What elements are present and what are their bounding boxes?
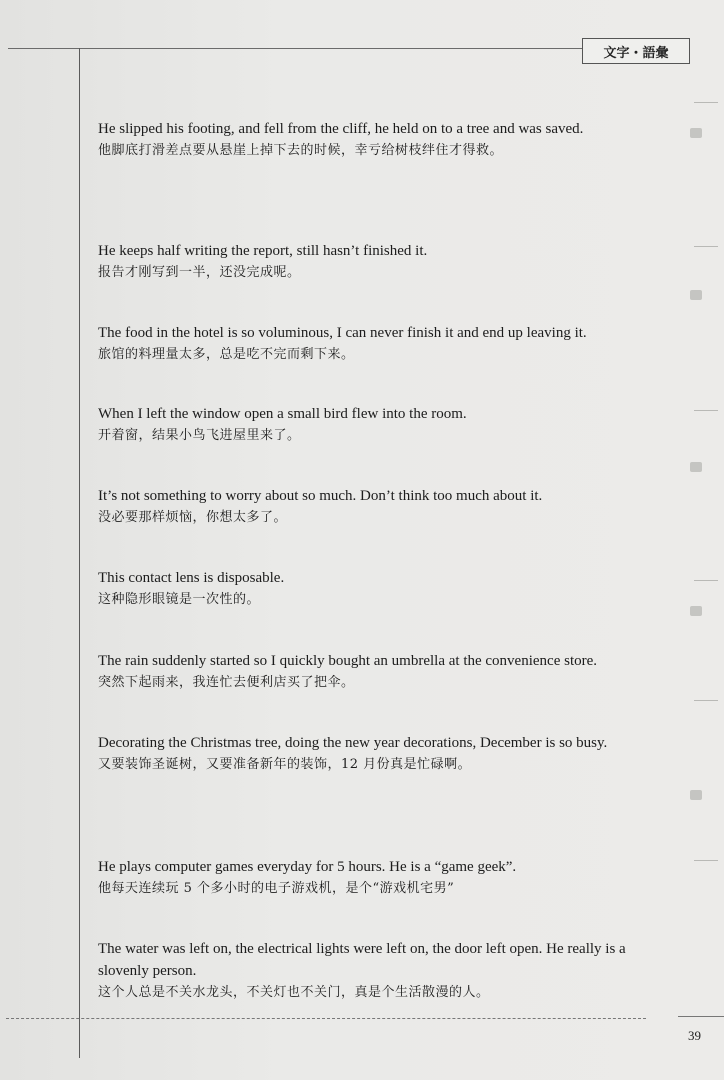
chinese-translation: 旅馆的料理量太多，总是吃不完而剩下来。 xyxy=(98,347,355,362)
section-tab: 文字・語彙 xyxy=(582,38,690,64)
edge-mark xyxy=(690,606,702,616)
edge-mark xyxy=(690,462,702,472)
sentence-entry xyxy=(98,485,638,529)
edge-mark xyxy=(694,860,718,861)
edge-mark xyxy=(694,410,718,411)
chinese-translation: 他脚底打滑差点要从悬崖上掉下去的时候，幸亏给树枝绊住才得救。 xyxy=(98,143,504,158)
chinese-translation: 又要装饰圣诞树，又要准备新年的装饰，12 月份真是忙碌啊。 xyxy=(98,757,472,772)
sentence-entry xyxy=(98,403,638,447)
english-sentence: Decorating the Christmas tree, doing the new year decorations, December is so busy. xyxy=(98,735,608,751)
footer-dashed-rule xyxy=(6,1018,646,1019)
sentence-entry xyxy=(98,118,638,162)
header-rule xyxy=(8,48,584,49)
english-sentence: This contact lens is disposable. xyxy=(98,570,285,586)
page-number: 39 xyxy=(688,1028,701,1043)
sentence-entry xyxy=(98,322,638,366)
chinese-translation: 开着窗，结果小鸟飞进屋里来了。 xyxy=(98,428,301,443)
edge-mark xyxy=(690,290,702,300)
english-sentence: He keeps half writing the report, still hasn’t finished it. xyxy=(98,243,428,259)
edge-mark xyxy=(690,128,702,138)
edge-mark xyxy=(694,580,718,581)
sentence-entry xyxy=(98,567,638,611)
english-sentence: It’s not something to worry about so much. Don’t think too much about it. xyxy=(98,488,543,504)
footer-rule xyxy=(678,1016,724,1017)
edge-mark xyxy=(690,790,702,800)
chinese-translation: 没必要那样烦恼，你想太多了。 xyxy=(98,510,288,525)
sentence-entry xyxy=(98,650,638,694)
edge-mark xyxy=(694,246,718,247)
sentence-entry xyxy=(98,938,638,1004)
english-sentence: He slipped his footing, and fell from the cliff, he held on to a tree and was saved. xyxy=(98,121,584,137)
english-sentence: He plays computer games everyday for 5 hours. He is a “game geek”. xyxy=(98,859,517,875)
sentence-entry xyxy=(98,240,638,284)
english-sentence: The water was left on, the electrical lights were left on, the door left open. He really is a slovenly person. xyxy=(98,941,626,979)
chinese-translation: 报告才刚写到一半，还没完成呢。 xyxy=(98,265,301,280)
english-sentence: When I left the window open a small bird flew into the room. xyxy=(98,406,467,422)
chinese-translation: 他每天连续玩 5 个多小时的电子游戏机，是个“游戏机宅男” xyxy=(98,881,455,896)
chinese-translation: 这种隐形眼镜是一次性的。 xyxy=(98,592,261,607)
english-sentence: The food in the hotel is so voluminous, I can never finish it and end up leaving it. xyxy=(98,325,587,341)
edge-mark xyxy=(694,102,718,103)
sentence-entry xyxy=(98,856,638,900)
chinese-translation: 突然下起雨来，我连忙去便利店买了把伞。 xyxy=(98,675,355,690)
sentence-entry xyxy=(98,732,638,776)
margin-line xyxy=(79,48,80,1058)
chinese-translation: 这个人总是不关水龙头，不关灯也不关门，真是个生活散漫的人。 xyxy=(98,985,490,1000)
english-sentence: The rain suddenly started so I quickly bought an umbrella at the convenience store. xyxy=(98,653,598,669)
edge-mark xyxy=(694,700,718,701)
